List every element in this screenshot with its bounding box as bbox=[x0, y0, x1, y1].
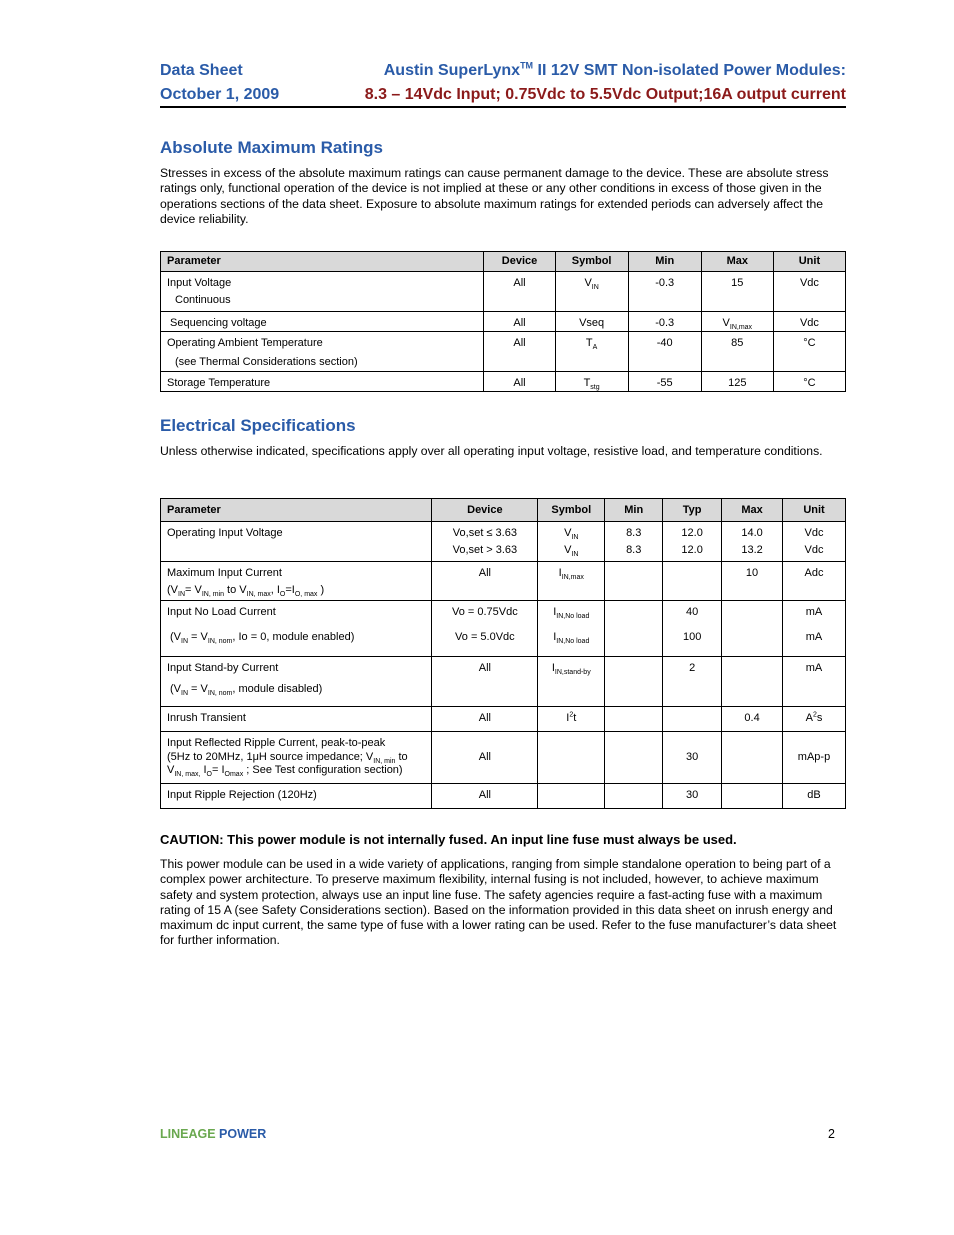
col-typ: Typ bbox=[663, 499, 722, 522]
col-max: Max bbox=[722, 499, 783, 522]
section-title-electrical: Electrical Specifications bbox=[160, 416, 356, 435]
table-row: Sequencing voltage All Vseq -0.3 $V_{IN,max}$ Vdc bbox=[161, 312, 846, 332]
page-number: 2 bbox=[828, 1127, 835, 1141]
table-row: Storage Temperature All $T_{stg}$ -55 125 °C bbox=[161, 372, 846, 392]
caution-heading: CAUTION: This power module is not internally fused. An input line fuse must always be used. bbox=[160, 832, 737, 847]
table-row: Input Ripple Rejection (120Hz) All 30 dB bbox=[161, 784, 846, 809]
electrical-table bbox=[160, 498, 846, 809]
doc-type: Data Sheet bbox=[160, 62, 243, 79]
table-row: Input No Load Current ($V_{IN} = V_{IN, nom}$, Io = 0, module enabled) Vo = 0.75Vdc Vo = 5.0Vdc $I_{IN,No load}$ $I_{IN,No load}$ 40 100 mA mA bbox=[161, 601, 846, 657]
col-min: Min bbox=[605, 499, 663, 522]
table-row: Input Stand-by Current ($V_{IN} = V_{IN, nom}$, module disabled) All $I_{IN,stand-by}$ 2 mA bbox=[161, 657, 846, 707]
table-row: Input Voltage Continuous All $V_{IN}$ -0.3 15 Vdc bbox=[161, 272, 846, 312]
abs-max-table bbox=[160, 251, 846, 392]
header-rule bbox=[160, 106, 846, 108]
col-device: Device bbox=[484, 252, 555, 272]
section-title-abs-max: Absolute Maximum Ratings bbox=[160, 138, 383, 157]
abs-max-intro: Stresses in excess of the absolute maximum ratings can cause permanent damage to the device. These are absolute stress ratings only, functional operation of the device is not implied at these or any other conditions in excess of those given in the operations sections of the data sheet. Exposure to absolute maximum ratings for extended periods can adversely affect the device reliability. bbox=[160, 166, 829, 226]
col-max: Max bbox=[701, 252, 773, 272]
product-title: Austin SuperLynx™ II 12V SMT Non-isolated Power Modules: bbox=[383, 60, 846, 79]
table-row: Operating Input Voltage Vo,set ≤ 3.63 Vo,set > 3.63 $V_{IN}$ $V_{IN}$ 8.3 8.3 12.0 12.0 14.0 13.2 Vdc Vdc bbox=[161, 522, 846, 562]
col-min: Min bbox=[628, 252, 701, 272]
table-header-row bbox=[161, 252, 846, 272]
col-device: Device bbox=[432, 499, 538, 522]
fuse-paragraph: This power module can be used in a wide variety of applications, ranging from simple standalone operation to being part of a complex power architecture. To preserve maximum flexibility, internal fusing is not included, however, to achieve maximum safety and system protection, always use an input line fuse. The safety agencies require a fast-acting fuse with a maximum rating of 15 A (see Safety Considerations section). Based on the information provided in this data sheet on inrush energy and maximum dc input current, the same type of fuse with a lower rating can be used. Refer to the fuse manufacturer’s data sheet for further information. bbox=[160, 857, 837, 948]
col-parameter: Parameter bbox=[161, 252, 484, 272]
table-header-row bbox=[161, 499, 846, 522]
col-unit: Unit bbox=[783, 499, 846, 522]
table-row: Input Reflected Ripple Current, peak-to-peak (5Hz to 20MHz, 1μH source impedance; $V_{IN, min}$ to $V_{IN, max,}$ $I_O= I_{Omax}$ ; See Test configuration section) All 30 mAp-p bbox=[161, 732, 846, 784]
table-row: Operating Ambient Temperature (see Thermal Considerations section) All $T_A$ -40 85 °C bbox=[161, 332, 846, 372]
footer-brand: LINEAGE POWER bbox=[160, 1127, 267, 1141]
table-row: Inrush Transient All $I^2t$ 0.4 $A^2s$ bbox=[161, 707, 846, 732]
product-subtitle: 8.3 – 14Vdc Input; 0.75Vdc to 5.5Vdc Output;16A output current bbox=[364, 86, 846, 103]
table-row: Maximum Input Current ($V_{IN}= V_{IN, min}$ to $V_{IN, max}$, $I_O=I_{O, max}$ ) All $I_{IN,max}$ 10 Adc bbox=[161, 562, 846, 601]
electrical-intro: Unless otherwise indicated, specifications apply over all operating input voltage, resistive load, and temperature conditions. bbox=[160, 444, 823, 458]
col-symbol: Symbol bbox=[538, 499, 605, 522]
col-parameter: Parameter bbox=[161, 499, 432, 522]
doc-date: October 1, 2009 bbox=[160, 86, 280, 103]
col-unit: Unit bbox=[773, 252, 845, 272]
col-symbol: Symbol bbox=[555, 252, 628, 272]
